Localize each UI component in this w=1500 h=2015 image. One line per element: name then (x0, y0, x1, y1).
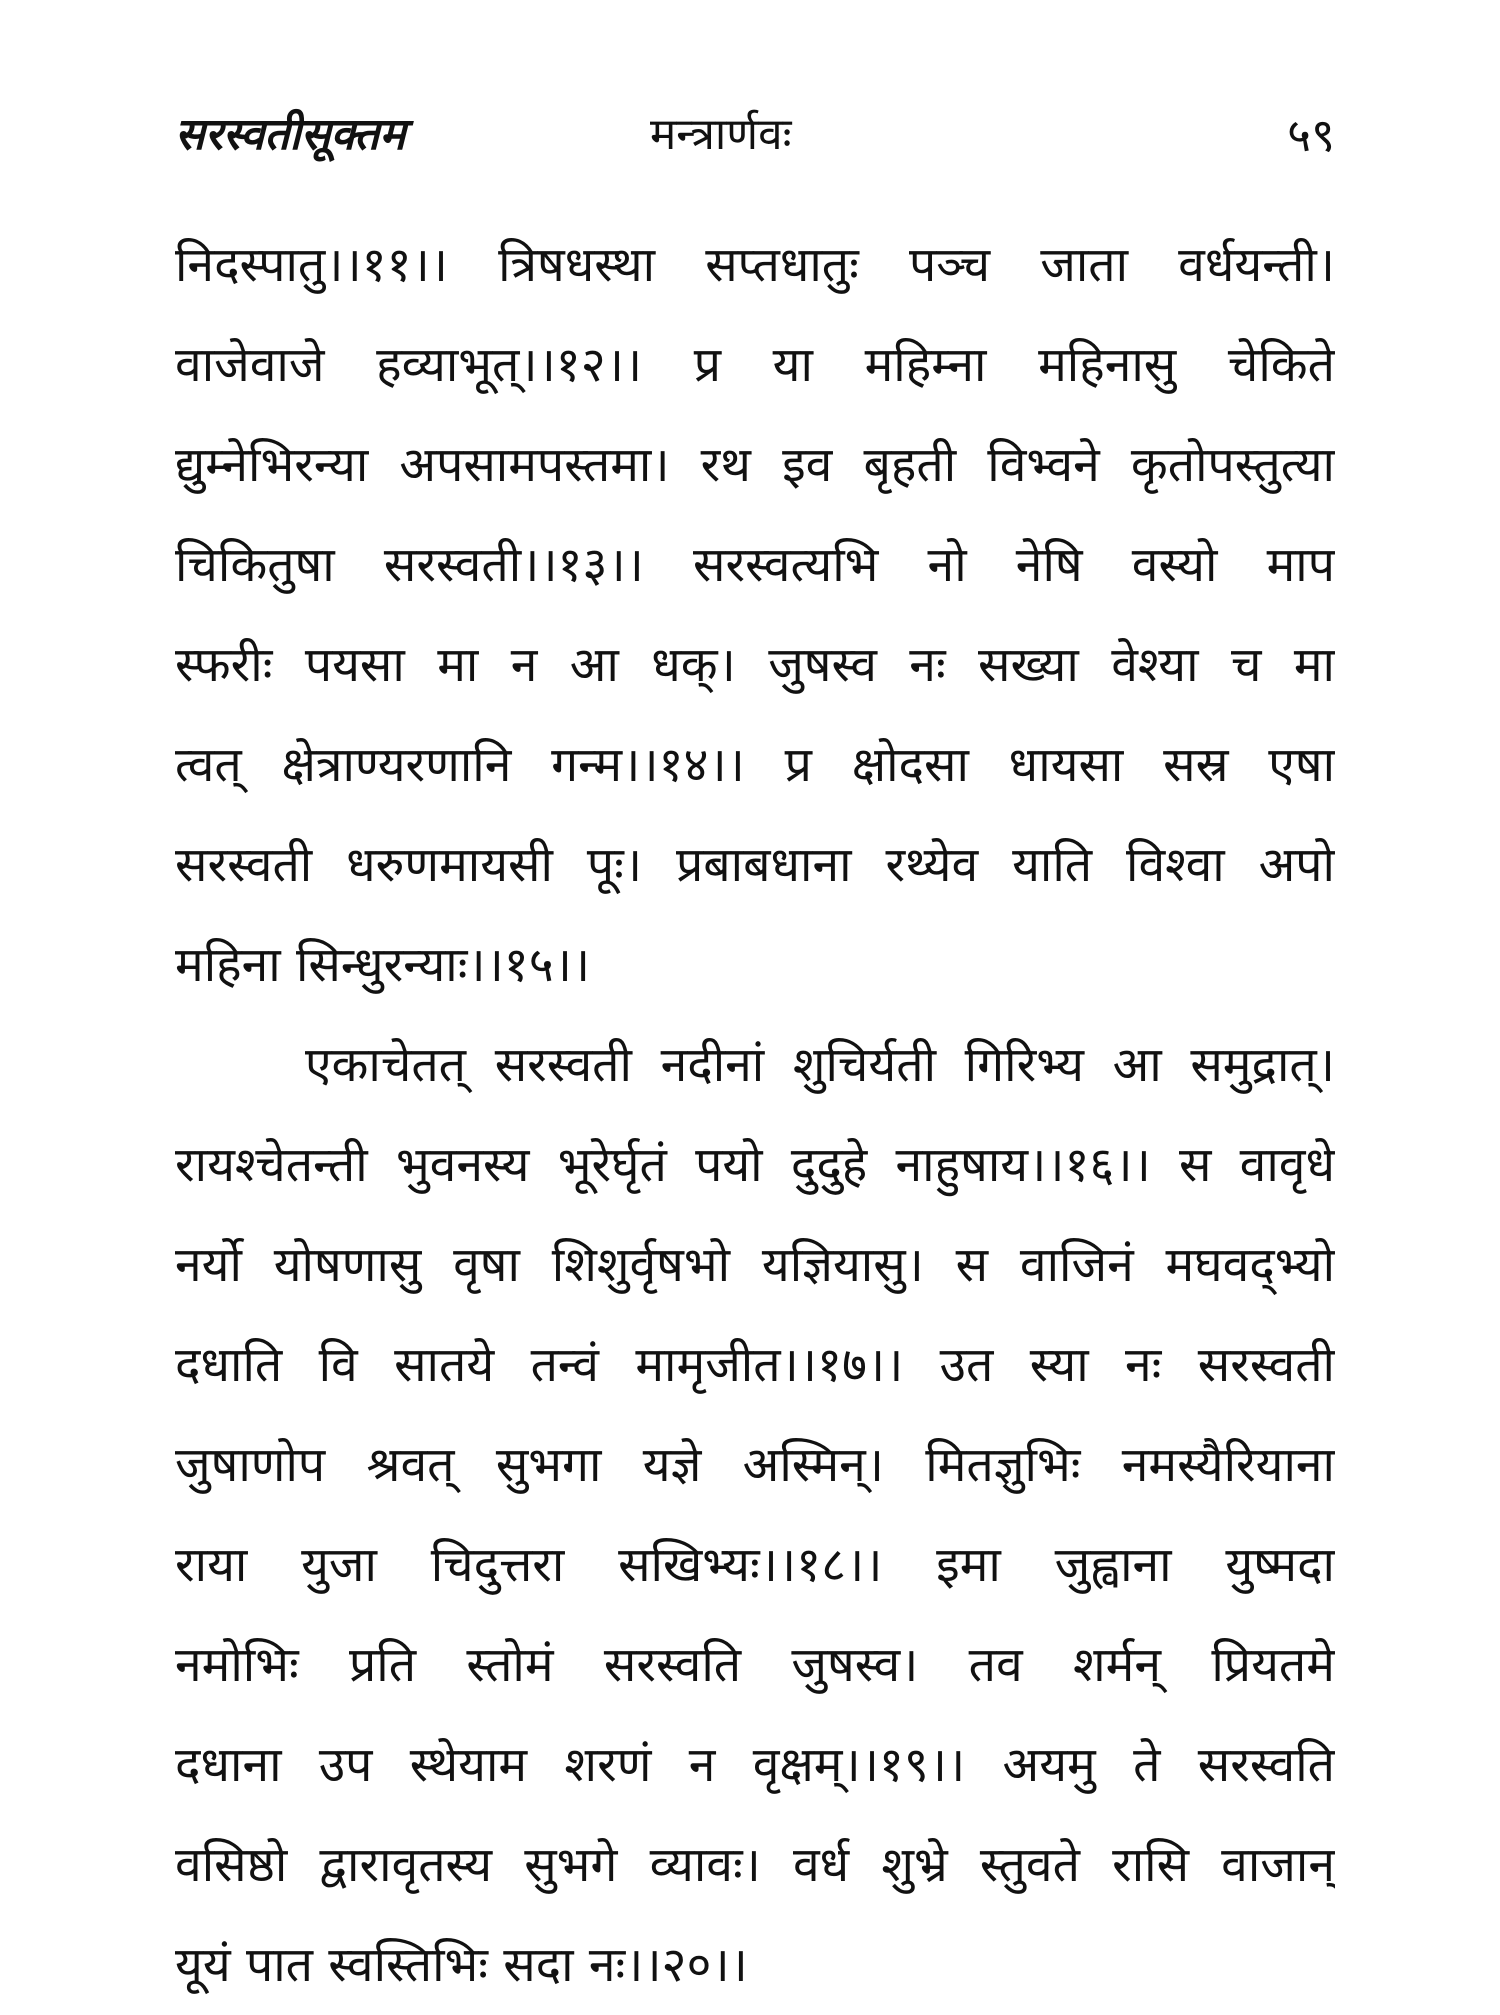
hymn-text (175, 215, 1335, 2015)
text-line: सरस्वती धरुणमायसी पूः। प्रबाबधाना रथ्येव याति विश्वा अपो (175, 837, 1335, 893)
text-line: स्फरीः पयसा मा न आ धक्। जुषस्व नः सख्या वेश्या च मा (175, 637, 1335, 693)
text-line: नर्यो योषणासु वृषा शिशुर्वृषभो यज्ञियासु। स वाजिनं मघवद्भ्यो (175, 1237, 1335, 1293)
text-line: वाजेवाजे हव्याभूत्।।१२।। प्र या महिम्ना महिनासु चेकिते (175, 337, 1335, 393)
text-line: चिकितुषा सरस्वती।।१३।। सरस्वत्यभि नो नेषि वस्यो माप (175, 537, 1335, 593)
book-title: मन्त्रार्णवः (650, 109, 792, 160)
text-line: दधाना उप स्थेयाम शरणं न वृक्षम्।।१९।। अयमु ते सरस्वति (175, 1737, 1335, 1793)
section-title: सरस्वतीसूक्तम (175, 109, 406, 160)
text-line: निदस्पातु।।११।। त्रिषधस्था सप्तधातुः पञ्च जाता वर्धयन्ती। (175, 237, 1335, 293)
page-number: ५९ (1287, 108, 1335, 162)
text-line: दधाति वि सातये तन्वं मामृजीत।।१७।। उत स्या नः सरस्वती (175, 1337, 1335, 1393)
text-line: रायश्चेतन्ती भुवनस्य भूरेर्घृतं पयो दुदुहे नाहुषाय।।१६।। स वावृधे (175, 1137, 1335, 1193)
text-line: द्युम्नेभिरन्या अपसामपस्तमा। रथ इव बृहती विभ्वने कृतोपस्तुत्या (175, 437, 1335, 493)
text-line: नमोभिः प्रति स्तोमं सरस्वति जुषस्व। तव शर्मन् प्रियतमे (175, 1637, 1335, 1693)
text-line: वसिष्ठो द्वारावृतस्य सुभगे व्यावः। वर्ध शुभ्रे स्तुवते रासि वाजान् (175, 1837, 1335, 1893)
text-line: एकाचेतत् सरस्वती नदीनां शुचिर्यती गिरिभ्य आ समुद्रात्। (305, 1037, 1335, 1093)
text-line: जुषाणोप श्रवत् सुभगा यज्ञे अस्मिन्। मितज्ञुभिः नमस्यैरियाना (175, 1437, 1335, 1493)
running-header (175, 95, 1335, 175)
text-line: राया युजा चिदुत्तरा सखिभ्यः।।१८।। इमा जुह्वाना युष्मदा (175, 1537, 1335, 1593)
text-line: त्वत् क्षेत्राण्यरणानि गन्म।।१४।। प्र क्षोदसा धायसा सस्र एषा (175, 737, 1335, 793)
text-line: यूयं पात स्वस्तिभिः सदा नः।।२०।। (175, 1937, 748, 1993)
text-line: महिना सिन्धुरन्याः।।१५।। (175, 937, 591, 993)
